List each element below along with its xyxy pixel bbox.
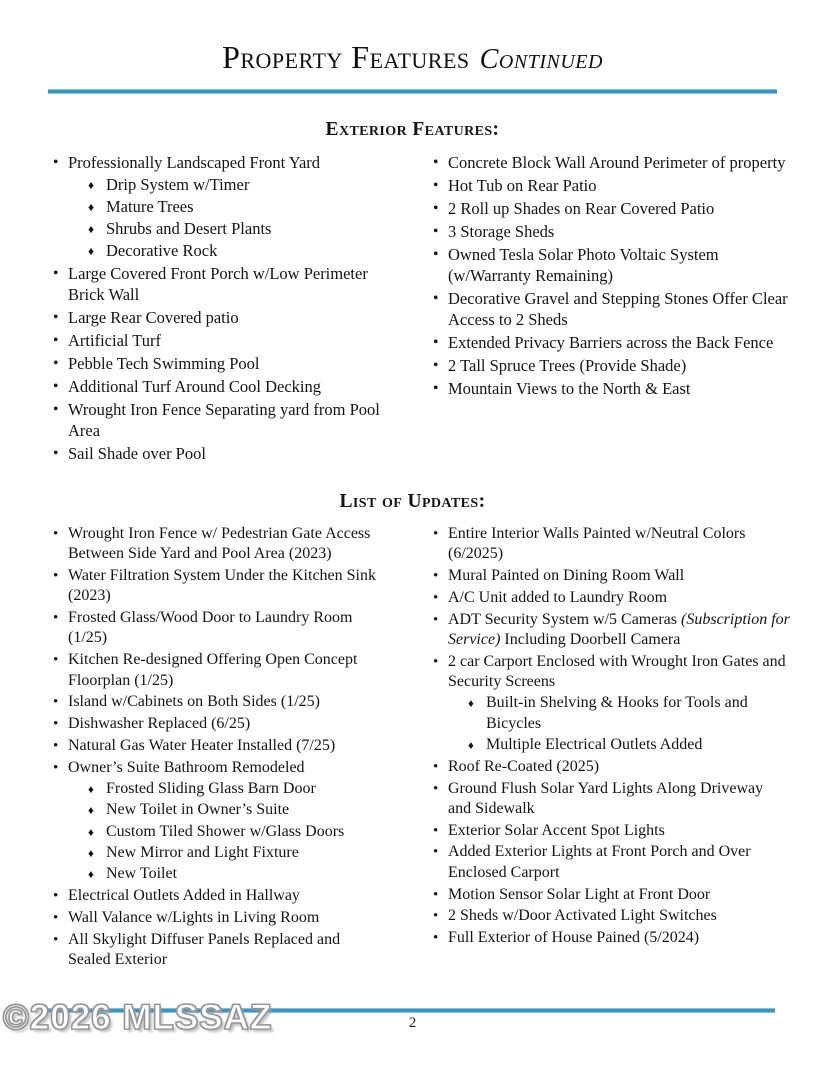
list-item <box>48 376 383 397</box>
item-text: Mural Painted on Dining Room Wall <box>448 567 685 585</box>
bullet-icon: • <box>433 757 439 775</box>
bullet-icon: • <box>433 154 439 171</box>
list-item <box>428 610 790 651</box>
list-item <box>428 757 790 777</box>
diamond-bullet-icon: ♦ <box>468 698 474 711</box>
sub-list-item <box>84 218 363 239</box>
list-item <box>48 758 383 885</box>
item-text: Roof Re-Coated (2025) <box>448 757 600 775</box>
bullet-icon: • <box>53 887 59 905</box>
item-text: Motion Sensor Solar Light at Front Door <box>448 885 711 903</box>
item-text: Electrical Outlets Added in Hallway <box>68 887 300 905</box>
two-column-layout <box>0 524 825 972</box>
two-column-layout <box>0 152 825 466</box>
item-text: Frosted Glass/Wood Door to Laundry Room (1/25) <box>68 609 353 647</box>
list-item <box>428 152 790 173</box>
list-item <box>48 152 383 261</box>
feature-list <box>48 152 428 466</box>
item-text: Kitchen Re-designed Offering Open Concept Floorplan (1/25) <box>68 651 358 689</box>
watermark: ©2026 MLSSAZ <box>3 998 273 1037</box>
list-item <box>48 736 383 756</box>
list-item <box>48 650 383 691</box>
item-text: Sail Shade over Pool <box>68 444 206 463</box>
sub-list-item <box>84 174 363 195</box>
bullet-icon: • <box>433 200 439 217</box>
sub-item-text: Frosted Sliding Glass Barn Door <box>106 780 316 798</box>
diamond-bullet-icon: ♦ <box>88 178 95 192</box>
list-item <box>428 198 790 219</box>
sub-list <box>464 693 770 755</box>
item-text: Owner’s Suite Bathroom Remodeled <box>68 758 305 776</box>
list-item <box>48 307 383 328</box>
item-text: Extended Privacy Barriers across the Back Fence <box>448 333 774 352</box>
sub-list-item <box>84 864 363 884</box>
diamond-bullet-icon: ♦ <box>88 784 94 797</box>
item-text: Artificial Turf <box>68 331 162 350</box>
title-main: Property Features <box>222 39 470 75</box>
item-text: A/C Unit added to Laundry Room <box>448 588 668 606</box>
bullet-icon: • <box>433 610 439 628</box>
list-item <box>428 175 790 196</box>
bullet-icon: • <box>433 223 439 240</box>
item-text: Added Exterior Lights at Front Porch and Over Enclosed Carport <box>448 843 751 881</box>
sub-list <box>84 174 363 261</box>
bullet-icon: • <box>53 609 59 627</box>
diamond-bullet-icon: ♦ <box>468 739 474 752</box>
item-text: Large Covered Front Porch w/Low Perimeter Brick Wall <box>68 264 368 304</box>
list-item <box>48 524 383 565</box>
sub-list-item <box>464 693 770 734</box>
item-text-part: ADT Security System w/5 Cameras <box>448 610 682 628</box>
bullet-icon: • <box>433 334 439 351</box>
list-item <box>428 779 790 820</box>
bullet-icon: • <box>53 930 59 948</box>
section-heading: List of Updates: <box>339 491 486 512</box>
item-text: Ground Flush Solar Yard Lights Along Driveway and Sidewalk <box>448 779 764 817</box>
item-text: 2 Roll up Shades on Rear Covered Patio <box>448 199 715 218</box>
bullet-icon: • <box>433 843 439 861</box>
bullet-icon: • <box>53 309 59 326</box>
item-text: Mountain Views to the North & East <box>448 379 691 398</box>
feature-list <box>48 524 428 972</box>
sub-list-item <box>464 735 770 755</box>
list-item <box>428 906 790 926</box>
sub-list-item <box>84 800 363 820</box>
item-text: Professionally Landscaped Front Yard <box>68 153 321 172</box>
bullet-icon: • <box>433 588 439 606</box>
bullet-icon: • <box>53 355 59 372</box>
item-text: Pebble Tech Swimming Pool <box>68 354 260 373</box>
bullet-icon: • <box>433 652 439 670</box>
list-item <box>428 244 790 286</box>
list-item <box>428 288 790 330</box>
list-item <box>48 263 383 305</box>
list-item <box>428 652 790 755</box>
item-text: Dishwasher Replaced (6/25) <box>68 715 251 733</box>
sub-item-text: Shrubs and Desert Plants <box>106 219 272 238</box>
list-item <box>428 588 790 608</box>
item-text-part: Including Doorbell Camera <box>500 630 681 648</box>
sub-item-text: New Mirror and Light Fixture <box>106 843 299 861</box>
list-item <box>428 355 790 376</box>
bullet-icon: • <box>53 715 59 733</box>
bullet-icon: • <box>53 758 59 776</box>
bullet-icon: • <box>433 929 439 947</box>
bullet-icon: • <box>433 380 439 397</box>
list-item <box>428 524 790 565</box>
sub-item-text: New Toilet in Owner’s Suite <box>106 801 290 819</box>
item-text: Owned Tesla Solar Photo Voltaic System (w/Warranty Remaining) <box>448 245 719 285</box>
doc-section <box>0 117 825 466</box>
bullet-icon: • <box>433 525 439 542</box>
diamond-bullet-icon: ♦ <box>88 805 94 818</box>
diamond-bullet-icon: ♦ <box>88 222 95 236</box>
sub-item-text: New Toilet <box>106 865 178 883</box>
list-item <box>48 608 383 649</box>
sub-item-text: Drip System w/Timer <box>106 175 250 194</box>
item-text: Entire Interior Walls Painted w/Neutral Colors (6/2025) <box>448 525 746 563</box>
diamond-bullet-icon: ♦ <box>88 869 94 882</box>
list-item <box>48 908 383 928</box>
bullet-icon: • <box>433 779 439 797</box>
diamond-bullet-icon: ♦ <box>88 847 94 860</box>
feature-list <box>428 152 790 466</box>
bullet-icon: • <box>53 651 59 669</box>
list-item <box>428 928 790 948</box>
bullet-icon: • <box>433 290 439 307</box>
item-text: Additional Turf Around Cool Decking <box>68 377 322 396</box>
list-item <box>48 692 383 712</box>
bullet-icon: • <box>433 177 439 194</box>
item-text: Wrought Iron Fence w/ Pedestrian Gate Access Between Side Yard and Pool Area (2023) <box>68 525 371 563</box>
list-item <box>48 443 383 464</box>
list-item <box>48 353 383 374</box>
list-item <box>428 332 790 353</box>
item-text: Wall Valance w/Lights in Living Room <box>68 908 320 926</box>
bullet-icon: • <box>433 821 439 839</box>
bullet-icon: • <box>53 908 59 926</box>
page-title <box>0 0 825 81</box>
list-item <box>428 378 790 399</box>
bullet-icon: • <box>433 907 439 925</box>
list-item <box>48 886 383 906</box>
sub-list-item <box>84 843 363 863</box>
list-item <box>48 330 383 351</box>
item-text: Full Exterior of House Pained (5/2024) <box>448 929 700 947</box>
feature-list <box>428 524 790 972</box>
item-text: 2 car Carport Enclosed with Wrought Iron Gates and Security Screens <box>448 652 786 691</box>
bullet-icon: • <box>433 567 439 585</box>
item-text: Water Filtration System Under the Kitchen Sink (2023) <box>68 567 376 605</box>
sub-list <box>84 779 363 884</box>
item-text: Natural Gas Water Heater Installed (7/25) <box>68 736 336 754</box>
bullet-icon: • <box>433 357 439 374</box>
bullet-icon: • <box>53 736 59 754</box>
diamond-bullet-icon: ♦ <box>88 200 95 214</box>
header-divider <box>48 89 777 94</box>
sub-item-text: Custom Tiled Shower w/Glass Doors <box>106 822 345 840</box>
sub-item-text: Mature Trees <box>106 197 194 216</box>
item-text: 2 Tall Spruce Trees (Provide Shade) <box>448 356 687 375</box>
list-item <box>48 930 383 971</box>
item-text: Wrought Iron Fence Separating yard from Pool Area <box>68 400 380 440</box>
sub-item-text: Decorative Rock <box>106 241 218 260</box>
bullet-icon: • <box>433 885 439 903</box>
bullet-icon: • <box>53 265 59 282</box>
sub-item-text: Built-in Shelving & Hooks for Tools and Bicycles <box>486 694 748 732</box>
list-item <box>428 821 790 841</box>
list-item <box>428 221 790 242</box>
item-text <box>448 611 790 648</box>
bullet-icon: • <box>53 401 59 418</box>
item-text: Large Rear Covered patio <box>68 308 239 327</box>
item-text: 3 Storage Sheds <box>448 222 555 241</box>
bullet-icon: • <box>53 693 59 711</box>
sub-list-item <box>84 240 363 261</box>
item-text: All Skylight Diffuser Panels Replaced and Sealed Exterior <box>68 930 341 968</box>
bullet-icon: • <box>53 567 59 585</box>
diamond-bullet-icon: ♦ <box>88 826 94 839</box>
bullet-icon: • <box>53 332 59 349</box>
item-text: 2 Sheds w/Door Activated Light Switches <box>448 907 717 925</box>
title-continued: Continued <box>479 44 603 75</box>
bullet-icon: • <box>53 154 59 171</box>
bullet-icon: • <box>53 525 59 542</box>
doc-section <box>0 489 825 972</box>
list-item <box>48 399 383 441</box>
item-text: Decorative Gravel and Stepping Stones Offer Clear Access to 2 Sheds <box>448 289 788 329</box>
bullet-icon: • <box>433 246 439 263</box>
bullet-icon: • <box>53 378 59 395</box>
item-text: Exterior Solar Accent Spot Lights <box>448 821 665 839</box>
list-item <box>48 566 383 607</box>
sub-list-item <box>84 822 363 842</box>
bullet-icon: • <box>53 445 59 462</box>
item-text: Island w/Cabinets on Both Sides (1/25) <box>68 693 320 711</box>
sub-item-text: Multiple Electrical Outlets Added <box>486 735 703 753</box>
section-heading: Exterior Features: <box>325 119 500 140</box>
list-item <box>428 842 790 883</box>
sub-list-item <box>84 196 363 217</box>
item-text: Concrete Block Wall Around Perimeter of property <box>448 153 786 172</box>
diamond-bullet-icon: ♦ <box>88 244 95 258</box>
page-number: 2 <box>408 1015 417 1031</box>
list-item <box>428 566 790 586</box>
list-item <box>428 885 790 905</box>
sub-list-item <box>84 779 363 799</box>
list-item <box>48 714 383 734</box>
item-text: Hot Tub on Rear Patio <box>448 176 597 195</box>
item-text-italic: (Subscription for Service) <box>448 610 790 648</box>
sections-container <box>0 117 825 972</box>
